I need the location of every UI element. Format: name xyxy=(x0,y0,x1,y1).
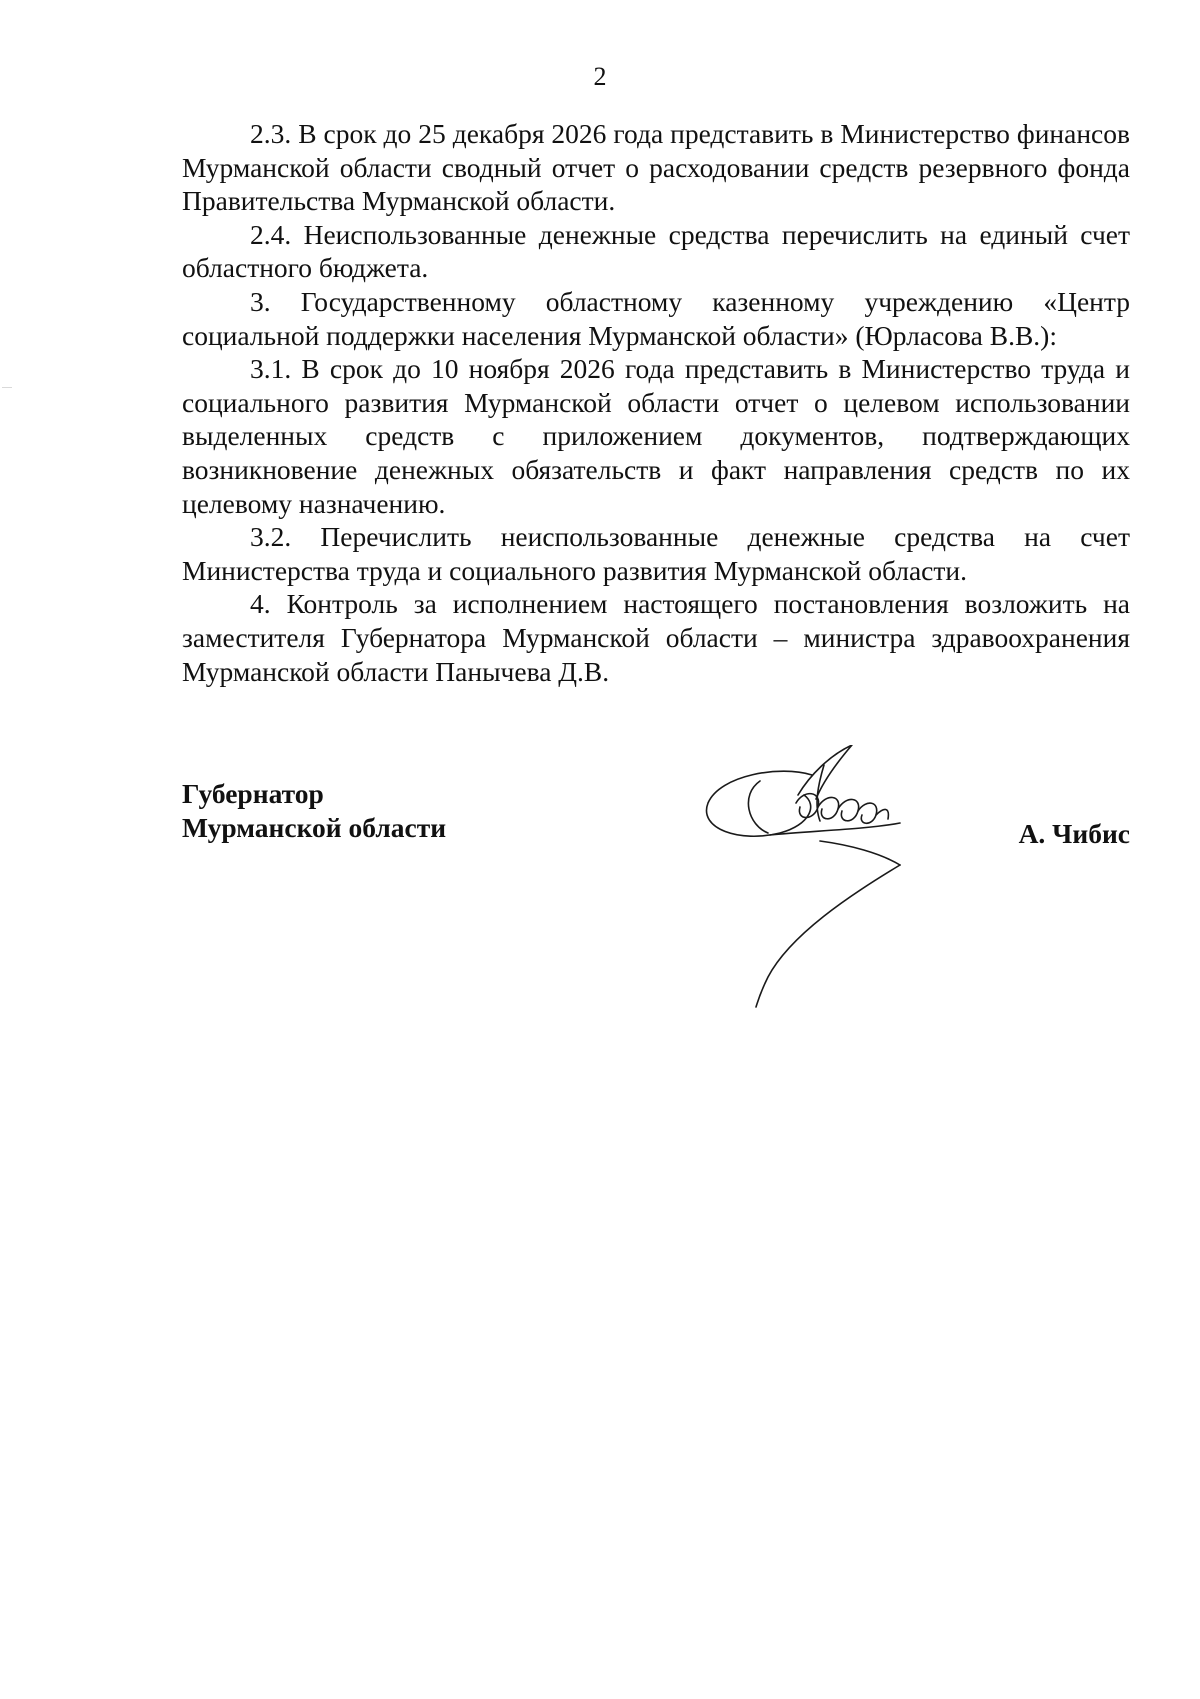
paragraph-2-4: 2.4. Неиспользованные денежные средства перечислить на единый счет областного бюджета. xyxy=(182,218,1130,284)
signer-name: А. Чибис xyxy=(1018,818,1130,849)
signatory-position xyxy=(182,777,446,844)
paragraph-3-1: 3.1. В срок до 10 ноября 2026 года представить в Министерство труда и социального развития Мурманской области отчет о целевом использовании выделенных средств с приложением документов, подтверждающих возникновение денежных обязательств и факт направления средств по их целевому назначению. xyxy=(182,353,1130,519)
paragraph-2-3: 2.3. В срок до 25 декабря 2026 года представить в Министерство финансов Мурманской области сводный отчет о расходовании средств резервного фонда Правительства Мурманской области. xyxy=(182,118,1130,217)
paragraph-4: 4. Контроль за исполнением настоящего постановления возложить на заместителя Губернатора Мурманской области – министра здравоохранения Мурманской области Панычева Д.В. xyxy=(182,588,1130,687)
document-body xyxy=(182,117,1130,688)
paragraph-3: 3. Государственному областному казенному учреждению «Центр социальной поддержки населения Мурманской области» (Юрласова В.В.): xyxy=(182,285,1130,351)
margin-scan-mark xyxy=(2,387,12,388)
position-region: Мурманской области xyxy=(182,811,447,843)
handwritten-signature-icon xyxy=(700,745,940,1015)
page-number: 2 xyxy=(593,62,607,91)
position-title: Губернатор xyxy=(182,778,324,809)
paragraph-3-2: 3.2. Перечислить неиспользованные денежные средства на счет Министерства труда и социального развития Мурманской области. xyxy=(182,521,1130,586)
